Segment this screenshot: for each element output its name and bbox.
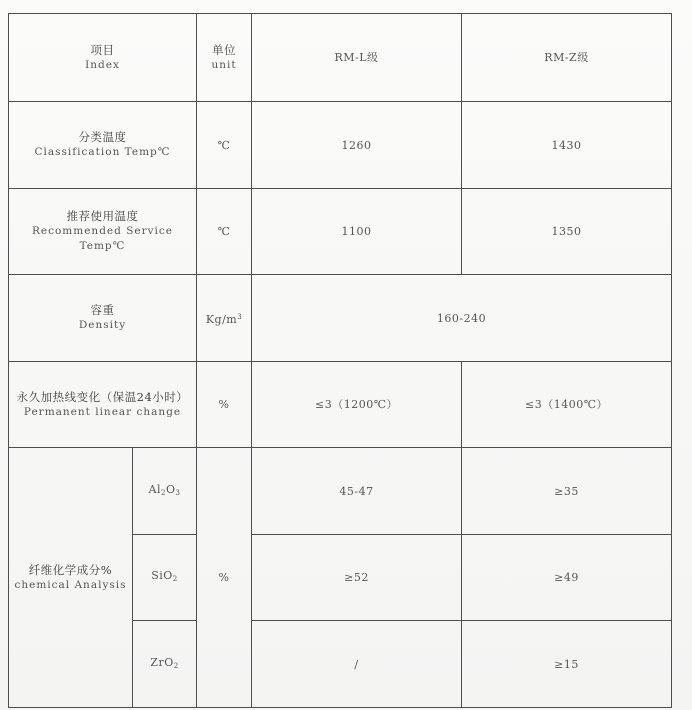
linear-change-label-en: Permanent linear change [23, 405, 182, 418]
service-rm-z: 1350 [462, 189, 672, 275]
spec-table [8, 13, 672, 708]
chemical-zro2-rm-l: / [252, 621, 462, 708]
chemical-formula-sio2 [133, 535, 197, 621]
chemical-label-zh: 纤维化学成分% [28, 562, 113, 577]
formula-sub: 2 [161, 488, 166, 497]
classification-label-en: Classification Temp℃ [34, 146, 171, 158]
density-row [9, 275, 672, 362]
service-label-cell [9, 189, 197, 275]
formula-sub: 2 [172, 575, 178, 583]
formula-part: SiO [151, 569, 173, 582]
service-label-zh: 推荐使用温度 [66, 209, 139, 223]
chemical-row-al2o3 [9, 448, 672, 535]
chemical-sio2-rm-z: ≥49 [462, 535, 672, 621]
chemical-unit: % [197, 448, 252, 708]
header-index-zh: 项目 [90, 42, 115, 57]
chemical-label-cell [9, 448, 133, 708]
linear-change-rm-l: ≤3（1200℃） [252, 362, 462, 448]
classification-row [9, 102, 672, 189]
header-index-en: Index [85, 58, 120, 71]
service-row [9, 189, 672, 275]
classification-label-zh: 分类温度 [78, 130, 127, 144]
formula-sub: 3 [175, 488, 181, 497]
chemical-formula-zro2 [133, 621, 197, 708]
chemical-sio2-rm-l: ≥52 [252, 535, 462, 621]
service-label-en: Recommended Service Temp℃ [31, 225, 174, 252]
formula-part: Al [148, 482, 161, 496]
chemical-al2o3-rm-l: 45-47 [252, 448, 462, 535]
chemical-formula-al2o3 [133, 448, 197, 535]
header-index-cell [9, 14, 197, 102]
formula-part: O [165, 482, 176, 496]
classification-unit: ℃ [197, 102, 252, 189]
density-unit-base: Kg/m [205, 312, 238, 326]
density-label-zh: 容重 [90, 303, 115, 317]
header-rm-z: RM-Z级 [462, 14, 672, 102]
density-unit-exp: 3 [237, 312, 243, 321]
service-unit: ℃ [197, 189, 252, 275]
linear-change-row [9, 362, 672, 448]
linear-change-unit: % [197, 362, 252, 448]
chemical-al2o3-rm-z: ≥35 [462, 448, 672, 535]
classification-rm-l: 1260 [252, 102, 462, 189]
header-rm-l: RM-L级 [252, 14, 462, 102]
density-unit [197, 275, 252, 362]
formula-sub: 2 [173, 661, 179, 670]
density-label-en: Density [78, 319, 127, 331]
service-rm-l: 1100 [252, 189, 462, 275]
header-unit-cell [197, 14, 252, 102]
chemical-zro2-rm-z: ≥15 [462, 621, 672, 708]
classification-rm-z: 1430 [462, 102, 672, 189]
header-unit-zh: 单位 [212, 42, 236, 57]
header-row [9, 14, 672, 102]
chemical-label-en: chemical Analysis [14, 578, 127, 591]
density-value: 160-240 [252, 275, 672, 362]
density-label-cell [9, 275, 197, 362]
linear-change-label-zh: 永久加热线变化（保温24小时） [16, 389, 189, 404]
formula-part: ZrO [150, 655, 174, 669]
linear-change-label-cell [9, 362, 197, 448]
linear-change-rm-z: ≤3（1400℃） [462, 362, 672, 448]
classification-label-cell [9, 102, 197, 189]
header-unit-en: unit [211, 58, 237, 71]
